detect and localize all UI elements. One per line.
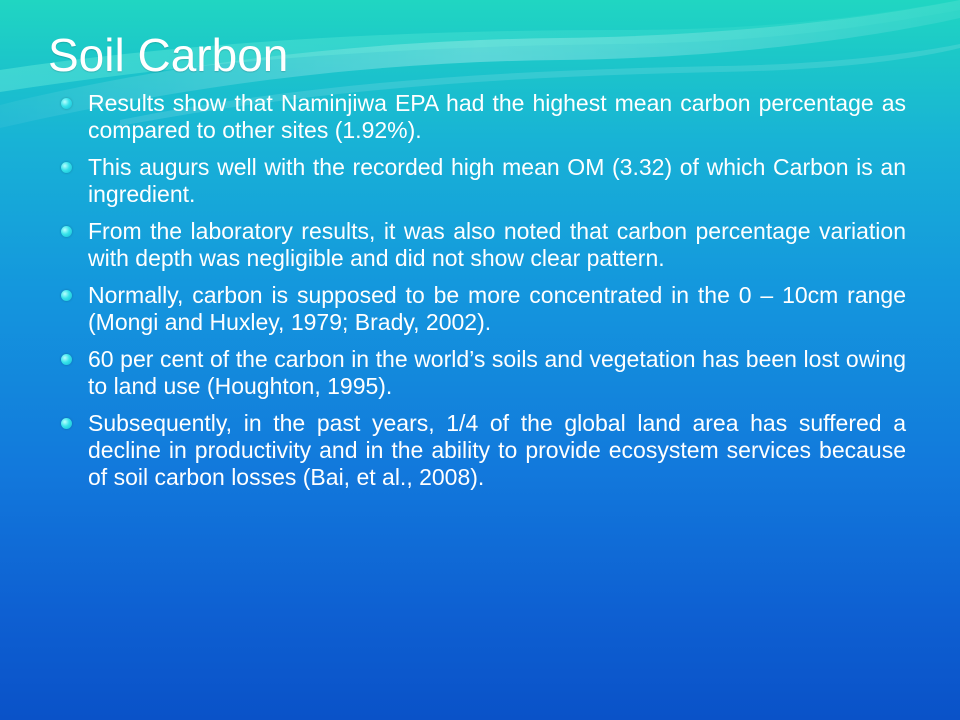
bullet-text: Normally, carbon is supposed to be more concentrated in the 0 – 10cm range (Mongi and Huxley, 1979; Brady, 2002). xyxy=(88,282,906,335)
bullet-item xyxy=(88,346,906,400)
bullet-text: From the laboratory results, it was also noted that carbon percentage variation with depth was negligible and did not show clear pattern. xyxy=(88,218,906,271)
bullet-dot-icon xyxy=(61,290,72,301)
bullet-text: Subsequently, in the past years, 1/4 of the global land area has suffered a decline in productivity and in the ability to provide ecosystem services because of soil carbon losses (Bai, et al., 2008). xyxy=(88,410,906,490)
bullet-dot-icon xyxy=(61,354,72,365)
bullet-text: Results show that Naminjiwa EPA had the highest mean carbon percentage as compared to other sites (1.92%). xyxy=(88,90,906,143)
bullet-list xyxy=(88,90,906,501)
bullet-text: 60 per cent of the carbon in the world’s soils and vegetation has been lost owing to land use (Houghton, 1995). xyxy=(88,346,906,399)
bullet-dot-icon xyxy=(61,162,72,173)
bullet-dot-icon xyxy=(61,98,72,109)
bullet-item xyxy=(88,410,906,491)
bullet-dot-icon xyxy=(61,418,72,429)
bullet-item xyxy=(88,282,906,336)
bullet-dot-icon xyxy=(61,226,72,237)
bullet-item xyxy=(88,90,906,144)
bullet-item xyxy=(88,218,906,272)
slide-title: Soil Carbon xyxy=(48,29,289,81)
bullet-item xyxy=(88,154,906,208)
bullet-text: This augurs well with the recorded high mean OM (3.32) of which Carbon is an ingredient. xyxy=(88,154,906,207)
